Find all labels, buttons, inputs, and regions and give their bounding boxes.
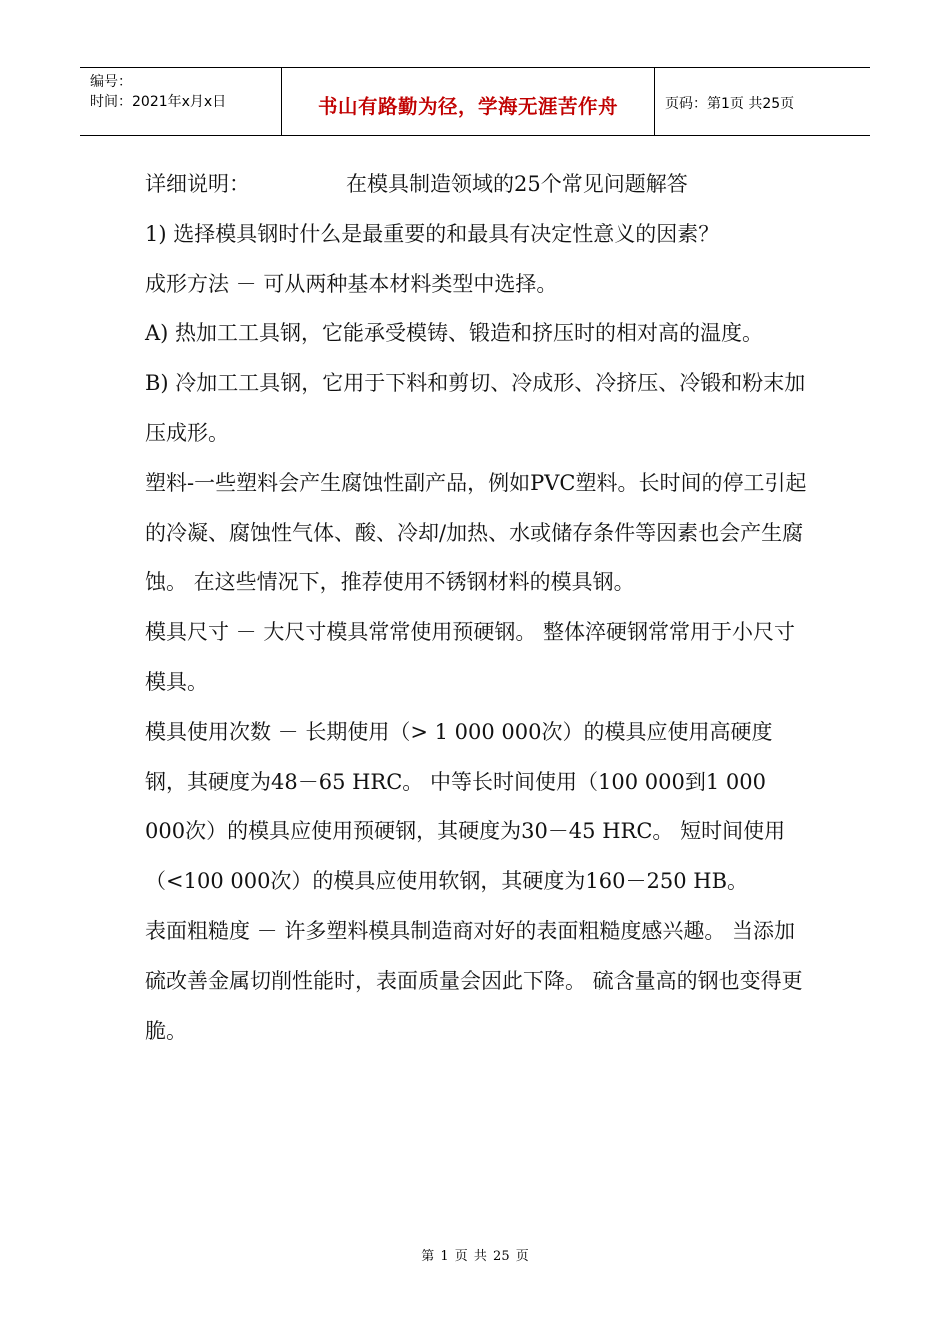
paragraph-surface-roughness: 表面粗糙度 － 许多塑料模具制造商对好的表面粗糙度感兴趣。 当添加硫改善金属切削性能时，表面质量会因此下降。 硫含量高的钢也变得更脆。	[145, 918, 803, 1043]
paragraph-plastics: 塑料-一些塑料会产生腐蚀性副产品，例如PVC塑料。长时间的停工引起的冷凝、腐蚀性气体、酸、冷却/加热、水或储存条件等因素也会产生腐蚀。 在这些情况下，推荐使用不锈钢材料的模具钢。	[145, 470, 807, 595]
page-header	[80, 67, 870, 136]
paragraph-mold-usage: 模具使用次数 － 长期使用（> 1 000 000次）的模具应使用高硬度钢，其硬度为48－65 HRC。 中等长时间使用（100 000到1 000 000次）的模具应使用预硬钢，其硬度为30－45 HRC。 短时间使用（<100 000次）的模具应使用软钢，其硬度为160－250 HB。	[145, 719, 786, 894]
paragraph-question-1: 1) 选择模具钢时什么是最重要的和最具有决定性意义的因素？	[145, 221, 720, 246]
paragraph-hot-work-steel: A) 热加工工具钢，它能承受模铸、锻造和挤压时的相对高的温度。	[145, 321, 764, 346]
header-meta	[80, 68, 282, 135]
page-footer: 第 1 页 共 25 页	[421, 1249, 529, 1264]
document-body	[145, 160, 810, 1056]
paragraph-forming-method: 成形方法 － 可从两种基本材料类型中选择。	[145, 271, 558, 296]
document-number-label: 编号：	[90, 74, 132, 90]
title-text: 在模具制造领域的25个常见问题解答	[346, 172, 688, 196]
document-title-line	[145, 160, 810, 210]
paragraph-cold-work-steel: B) 冷加工工具钢，它用于下料和剪切、冷成形、冷挤压、冷锻和粉末加压成形。	[145, 371, 806, 445]
paragraph-mold-size: 模具尺寸 － 大尺寸模具常常使用预硬钢。 整体淬硬钢常常用于小尺寸模具。	[145, 620, 796, 694]
header-motto: 书山有路勤为径，学海无涯苦作舟	[282, 68, 655, 135]
title-label: 详细说明：	[145, 172, 250, 196]
document-time-label: 时间：2021年x月x日	[90, 94, 227, 110]
header-page-info: 页码：第1页 共25页	[665, 95, 795, 112]
